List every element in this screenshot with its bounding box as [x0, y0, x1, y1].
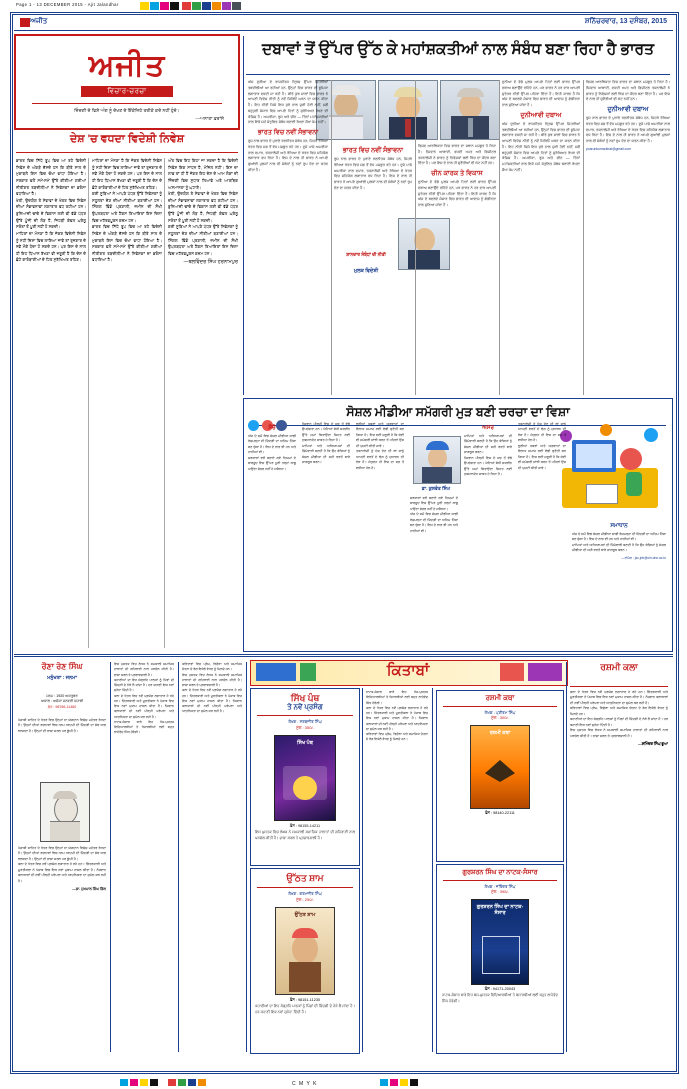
cmyk-label: C M Y K	[292, 1081, 318, 1087]
register-mark-red	[182, 2, 191, 10]
masthead	[14, 34, 240, 130]
bottom-right-text-c: ਕਹਾਣੀਆਂ ਦਾ ਇਹ ਸੰਗ੍ਰਹਿ ਪਾਠਕਾਂ ਨੂੰ ਪਿੰਡਾਂ ਦੀ ਜ਼ਿੰਦਗੀ ਦੇ ਨੇੜੇ ਲੈ ਜਾਂਦਾ ਹੈ। ਹਰ ਕਹਾਣੀ ਇਕ ਨਵਾਂ ਸੁਨੇਹਾ ਦਿੰਦੀ ਹੈ।	[570, 717, 668, 727]
register-mark-green	[192, 2, 201, 10]
book-ad-1-author: ਲੇਖਕ : ਸਰਬਜੀਤ ਸਿੰਘ	[288, 719, 322, 724]
social-col-3-text-b: ਤਕਨਾਲੋਜੀ ਨੂੰ ਦੋਸ਼ ਦੇਣ ਦੀ ਥਾਂ ਸਾਨੂੰ ਆਪਣੀ ਵਰਤੋਂ ਦੇ ਢੰਗ ਨੂੰ ਸੁਧਾਰਨ ਦੀ ਲੋੜ ਹੈ। ਸੰਤੁਲਨ ਹੀ ਇਸ ਦਾ ਸਭ ਤੋਂ ਵਧੀਆ ਹੱਲ ਹੈ।	[356, 449, 404, 470]
bottom-sep-2	[178, 662, 179, 1052]
bottom-mark-black	[150, 1079, 158, 1086]
social-col-1-text-b: ਸਰਕਾਰਾਂ ਵਲੋਂ ਬਣਾਏ ਗਏ ਨਿਯਮਾਂ ਦੇ ਬਾਵਜੂਦ ਇਸ ਉੱਪਰ ਪੂਰੀ ਤਰ੍ਹਾਂ ਕਾਬੂ ਪਾਉਣਾ ਸੰਭਵ ਨਹੀਂ ਹੋ ਸਕਿਆ।	[248, 455, 296, 471]
kitaban-deco-left-2	[300, 663, 316, 681]
inset-name: ਮੁਲਕ ਵਿਦੇਸ਼ੀ	[353, 268, 379, 274]
book-ad-1[interactable]	[250, 688, 360, 866]
bottom-col-3-text-b: ਇਸ ਪੁਸਤਕ ਵਿਚ ਲੇਖਕ ਨੇ ਸਮਕਾਲੀ ਸਮਾਜਿਕ ਹਾਲਾਤਾਂ ਦੀ ਗਹਿਰਾਈ ਨਾਲ ਪੜਚੋਲ ਕੀਤੀ ਹੈ। ਭਾਸ਼ਾ ਸਰਲ ਤੇ ਪ੍ਰਭਾਵਸ਼ਾਲੀ ਹੈ।	[182, 672, 242, 688]
nameplate-row	[14, 16, 673, 31]
photo-article-author	[413, 436, 461, 484]
social-col-6-text: ਤਕਨਾਲੋਜੀ ਨੂੰ ਦੋਸ਼ ਦੇਣ ਦੀ ਥਾਂ ਸਾਨੂੰ ਆਪਣੀ ਵਰਤੋਂ ਦੇ ਢੰਗ ਨੂੰ ਸੁਧਾਰਨ ਦੀ ਲੋੜ ਹੈ। ਸੰਤੁਲਨ ਹੀ ਇਸ ਦਾ ਸਭ ਤੋਂ ਵਧੀਆ ਹੱਲ ਹੈ।	[518, 422, 566, 443]
lead-col-4	[502, 80, 580, 395]
register-mark-cyan	[150, 2, 159, 10]
photo-putin	[440, 80, 500, 140]
bottom-col-4-text-c: ਕਵਿਤਾਵਾਂ ਵਿਚ ਪ੍ਰੇਮ, ਵਿਛੋੜਾ ਅਤੇ ਸਮਾਜਿਕ ਚੇਤਨਾ ਦੇ ਰੰਗ ਇਕੱਠੇ ਵੇਖਣ ਨੂੰ ਮਿਲਦੇ ਹਨ।	[366, 732, 428, 742]
bottom-left-title: ਰੌਣਾ ਰੋਣ ਸਿੰਘ	[41, 662, 83, 671]
article-left-byline: —ਬਲਵਿੰਦਰ ਸਿੰਘ ਹਰਨਾਮਪੁਰ	[183, 259, 238, 266]
article-left-text-3b: ਖੇਤੀ, ਉਦਯੋਗ ਤੇ ਸੇਵਾਵਾਂ ਦੇ ਖੇਤਰ ਵਿਚ ਨਿਵੇਸ਼ ਦੀਆਂ ਸੰਭਾਵਨਾਵਾਂ ਲਗਾਤਾਰ ਵਧ ਰਹੀਆਂ ਹਨ। ਬੁਨਿਆਦੀ ਢਾਂਚੇ ਦੇ ਵਿਕਾਸ ਲਈ ਵੀ ਵੱਡੇ ਪੱਧਰ ਉੱਤੇ ਪੂੰਜੀ ਦੀ ਲੋੜ ਹੈ, ਜਿਹੜੀ ਕੇਵਲ ਘਰੇਲੂ ਸਰੋਤਾਂ ਤੋਂ ਪੂਰੀ ਨਹੀਂ ਹੋ ਸਕਦੀ।	[168, 191, 238, 223]
book-ad-1-price: ਮੁੱਲ : 350/-	[296, 725, 314, 730]
bottom-col-3-text: ਕਵਿਤਾਵਾਂ ਵਿਚ ਪ੍ਰੇਮ, ਵਿਛੋੜਾ ਅਤੇ ਸਮਾਜਿਕ ਚੇਤਨਾ ਦੇ ਰੰਗ ਇਕੱਠੇ ਵੇਖਣ ਨੂੰ ਮਿਲਦੇ ਹਨ।	[182, 662, 242, 672]
social-col-5	[464, 422, 512, 644]
social-col-4-text-b: ਅੱਜ ਦੇ ਸਮੇਂ ਵਿਚ ਸੋਸ਼ਲ ਮੀਡੀਆ ਸਾਡੀ ਰੋਜ਼ਮਰ੍ਹਾ ਦੀ ਜ਼ਿੰਦਗੀ ਦਾ ਅਹਿਮ ਹਿੱਸਾ ਬਣ ਚੁੱਕਾ ਹੈ। ਇਸ ਦੇ ਲਾਭ ਵੀ ਹਨ ਅਤੇ ਹਾਨੀਆਂ ਵੀ।	[410, 512, 458, 533]
social-email: —ਈਮੇਲ : jsc.jnb@cln.dnn.ac.in	[621, 555, 666, 560]
masthead-tagline-author: —ਅਨਾਤਾ ਫ਼ਰਾਂਸੇ	[195, 115, 224, 121]
social-col-3	[356, 422, 404, 644]
bottom-mark-red	[168, 1079, 176, 1086]
bottom-col-4-text-b: ਕਲਾ ਦੇ ਖੇਤਰ ਵਿਚ ਨਵੇਂ ਪ੍ਰਯੋਗ ਲਗਾਤਾਰ ਹੋ ਰਹੇ ਹਨ। ਚਿੱਤਰਕਾਰੀ ਅਤੇ ਮੂਰਤੀਕਲਾ ਨੇ ਪੰਜਾਬ ਵਿਚ ਇਕ ਨਵਾਂ ਮੁਕਾਮ ਹਾਸਲ ਕੀਤਾ ਹੈ। ਨੌਜਵਾਨ ਕਲਾਕਾਰਾਂ ਦੀ ਨਵੀਂ ਪੀੜ੍ਹੀ ਪਰੰਪਰਾ ਅਤੇ ਆਧੁਨਿਕਤਾ ਦਾ ਸੁਮੇਲ ਕਰ ਰਹੀ ਹੈ।	[366, 705, 428, 731]
social-col-7	[572, 520, 666, 644]
masthead-title: ਅਜੀਤ	[88, 49, 166, 82]
social-col-3-text: ਝੂਠੀਆਂ ਖ਼ਬਰਾਂ ਅਤੇ ਅਫ਼ਵਾਹਾਂ ਦਾ ਫੈਲਾਅ ਸਮਾਜ ਲਈ ਵੱਡੀ ਚੁਣੌਤੀ ਬਣ ਗਿਆ ਹੈ। ਇਸ ਲਈ ਜ਼ਰੂਰੀ ਹੈ ਕਿ ਕੋਈ ਵੀ ਸਮੱਗਰੀ ਸਾਂਝੀ ਕਰਨ ਤੋਂ ਪਹਿਲਾਂ ਉਸ ਦੀ ਪੁਸ਼ਟੀ ਕੀਤੀ ਜਾਵੇ।	[356, 422, 404, 448]
lead-subhead-4: ਦੁਨੀਆਵੀ ਦਬਾਅ	[520, 111, 562, 119]
lead-col-3-text: ਵਿਸ਼ਵ ਆਰਥਿਕਤਾ ਵਿਚ ਭਾਰਤ ਦਾ ਸਥਾਨ ਮਜ਼ਬੂਤ ਹੋ ਰਿਹਾ ਹੈ। ਨੌਜਵਾਨ ਆਬਾਦੀ, ਵਧਦੀ ਖਪਤ ਅਤੇ ਡਿਜੀਟਲ ਤਕਨਾਲੋਜੀ ਨੇ ਭਾਰਤ ਨੂੰ ਨਿਵੇਸ਼ਕਾਂ ਲਈ ਖਿੱਚ ਦਾ ਕੇਂਦਰ ਬਣਾ ਦਿੱਤਾ ਹੈ। ਪਰ ਇਸ ਦੇ ਨਾਲ ਹੀ ਚੁਣੌਤੀਆਂ ਵੀ ਘੱਟ ਨਹੀਂ ਹਨ।	[418, 144, 496, 166]
book-ad-4-cover: ਗੁਰਸ਼ਰਨ ਸਿੰਘ ਦਾ ਨਾਟਕ-ਸੰਸਾਰ	[471, 899, 529, 985]
bottom-col-4-text: ਨਾਟਕ-ਸੰਸਾਰ ਬਾਰੇ ਇਹ ਖੋਜ-ਪੁਸਤਕ ਵਿਦਿਆਰਥੀਆਂ ਤੇ ਖੋਜਾਰਥੀਆਂ ਲਈ ਬਹੁਤ ਲਾਹੇਵੰਦ ਸਿੱਧ ਹੋਵੇਗੀ।	[366, 690, 428, 705]
register-mark-violet	[222, 2, 231, 10]
social-subhead-3: ਸਮਾਧਾਨ	[610, 523, 628, 529]
lead-headline: ਦਬਾਵਾਂ ਤੋਂ ਉੱਪਰ ਉੱਠ ਕੇ ਮਹਾਂਸ਼ਕਤੀਆਂ ਨਾਲ ਸੰਬੰਧ ਬਣਾ ਰਿਹਾ ਹੈ ਭਾਰਤ	[261, 41, 655, 58]
lead-col-1-text-b: ਰੂਸ ਨਾਲ ਭਾਰਤ ਦੇ ਪੁਰਾਣੇ ਰਣਨੀਤਕ ਸੰਬੰਧ ਹਨ, ਜਿਹੜੇ ਰੱਖਿਆ ਖੇਤਰ ਵਿਚ ਸਭ ਤੋਂ ਵੱਧ ਮਜ਼ਬੂਤ ਰਹੇ ਹਨ। ਦੂਜੇ ਪਾਸੇ ਅਮਰੀਕਾ ਨਾਲ ਵਪਾਰ, ਤਕਨਾਲੋਜੀ ਅਤੇ ਰੱਖਿਆ ਦੇ ਖੇਤਰ ਵਿਚ ਸਹਿਯੋਗ ਲਗਾਤਾਰ ਵਧ ਰਿਹਾ ਹੈ। ਇਸ ਦੇ ਨਾਲ ਹੀ ਭਾਰਤ ਨੇ ਆਪਣੇ ਗੁਆਂਢੀ ਮੁਲਕਾਂ ਨਾਲ ਵੀ ਸੰਬੰਧਾਂ ਨੂੰ ਨਵਾਂ ਰੂਪ ਦੇਣ ਦਾ ਯਤਨ ਕੀਤਾ ਹੈ।	[248, 139, 328, 172]
book-ad-3[interactable]	[436, 690, 564, 862]
bottom-section-divider	[14, 654, 673, 655]
masthead-subtitle: ਵਿਚਾਰ-ਚਰਚਾ	[81, 86, 173, 97]
bottom-sep-3	[246, 662, 247, 1052]
bottom-left-col-b	[18, 846, 106, 1046]
bottom-mark-magenta	[130, 1079, 138, 1086]
book-ad-4-author: ਲੇਖਕ : ਜਤਿੰਦਰ ਸਿੰਘ	[484, 884, 516, 889]
register-mark-grey	[232, 2, 241, 10]
bottom-col-2-text-c: ਕਲਾ ਦੇ ਖੇਤਰ ਵਿਚ ਨਵੇਂ ਪ੍ਰਯੋਗ ਲਗਾਤਾਰ ਹੋ ਰਹੇ ਹਨ। ਚਿੱਤਰਕਾਰੀ ਅਤੇ ਮੂਰਤੀਕਲਾ ਨੇ ਪੰਜਾਬ ਵਿਚ ਇਕ ਨਵਾਂ ਮੁਕਾਮ ਹਾਸਲ ਕੀਤਾ ਹੈ। ਨੌਜਵਾਨ ਕਲਾਕਾਰਾਂ ਦੀ ਨਵੀਂ ਪੀੜ੍ਹੀ ਪਰੰਪਰਾ ਅਤੇ ਆਧੁਨਿਕਤਾ ਦਾ ਸੁਮੇਲ ਕਰ ਰਹੀ ਹੈ।	[114, 693, 174, 719]
bottom-left-body-c: ਕਲਾ ਦੇ ਖੇਤਰ ਵਿਚ ਨਵੇਂ ਪ੍ਰਯੋਗ ਲਗਾਤਾਰ ਹੋ ਰਹੇ ਹਨ। ਚਿੱਤਰਕਾਰੀ ਅਤੇ ਮੂਰਤੀਕਲਾ ਨੇ ਪੰਜਾਬ ਵਿਚ ਇਕ ਨਵਾਂ ਮੁਕਾਮ ਹਾਸਲ ਕੀਤਾ ਹੈ। ਨੌਜਵਾਨ ਕਲਾਕਾਰਾਂ ਦੀ ਨਵੀਂ ਪੀੜ੍ਹੀ ਪਰੰਪਰਾ ਅਤੇ ਆਧੁਨਿਕਤਾ ਦਾ ਸੁਮੇਲ ਕਰ ਰਹੀ ਹੈ।	[18, 862, 106, 883]
article-left-sep-1	[88, 158, 89, 648]
article-left-col-3	[168, 158, 238, 648]
bottom-mark-yellow	[140, 1079, 148, 1086]
book-ad-1-blurb: ਇਸ ਪੁਸਤਕ ਵਿਚ ਲੇਖਕ ਨੇ ਸਮਕਾਲੀ ਸਮਾਜਿਕ ਹਾਲਾਤਾਂ ਦੀ ਗਹਿਰਾਈ ਨਾਲ ਪੜਚੋਲ ਕੀਤੀ ਹੈ। ਭਾਸ਼ਾ ਸਰਲ ਤੇ ਪ੍ਰਭਾਵਸ਼ਾਲੀ ਹੈ।	[255, 830, 355, 840]
book-ad-1-phone: ਫ਼ੋਨ : 98155-14211	[289, 824, 321, 828]
bottom-col-2-text-b: ਕਹਾਣੀਆਂ ਦਾ ਇਹ ਸੰਗ੍ਰਹਿ ਪਾਠਕਾਂ ਨੂੰ ਪਿੰਡਾਂ ਦੀ ਜ਼ਿੰਦਗੀ ਦੇ ਨੇੜੇ ਲੈ ਜਾਂਦਾ ਹੈ। ਹਰ ਕਹਾਣੀ ਇਕ ਨਵਾਂ ਸੁਨੇਹਾ ਦਿੰਦੀ ਹੈ।	[114, 677, 174, 693]
article-left-title: ਦੇਸ਼ 'ਚ ਵਧਦਾ ਵਿਦੇਸ਼ੀ ਨਿਵੇਸ਼	[69, 133, 185, 145]
kitaban-title: ਕਿਤਾਬਾਂ	[386, 662, 430, 679]
bottom-right-body	[570, 690, 668, 1046]
social-col-7-text-b: ਮਾਪਿਆਂ ਅਤੇ ਅਧਿਆਪਕਾਂ ਦੀ ਜ਼ਿੰਮੇਵਾਰੀ ਬਣਦੀ ਹੈ ਕਿ ਉਹ ਬੱਚਿਆਂ ਨੂੰ ਸੋਸ਼ਲ ਮੀਡੀਆ ਦੀ ਸਹੀ ਵਰਤੋਂ ਬਾਰੇ ਜਾਗਰੂਕ ਕਰਨ।	[572, 542, 666, 553]
bottom-left-body-b: ਪੰਜਾਬੀ ਸਾਹਿਤ ਦੇ ਖੇਤਰ ਵਿਚ ਉਨ੍ਹਾਂ ਦਾ ਯੋਗਦਾਨ ਵਿਸ਼ੇਸ਼ ਮਹੱਤਵ ਰੱਖਦਾ ਹੈ। ਉਨ੍ਹਾਂ ਦੀਆਂ ਰਚਨਾਵਾਂ ਵਿਚ ਆਮ ਆਦਮੀ ਦੀ ਜ਼ਿੰਦਗੀ ਦਾ ਸੱਚ ਸਾਫ਼ ਝਲਕਦਾ ਹੈ। ਉਨ੍ਹਾਂ ਦੀ ਭਾਸ਼ਾ ਸਰਲ ਪਰ ਡੂੰਘੀ ਹੈ।	[18, 846, 106, 861]
bottom-col-3-text-c: ਕਲਾ ਦੇ ਖੇਤਰ ਵਿਚ ਨਵੇਂ ਪ੍ਰਯੋਗ ਲਗਾਤਾਰ ਹੋ ਰਹੇ ਹਨ। ਚਿੱਤਰਕਾਰੀ ਅਤੇ ਮੂਰਤੀਕਲਾ ਨੇ ਪੰਜਾਬ ਵਿਚ ਇਕ ਨਵਾਂ ਮੁਕਾਮ ਹਾਸਲ ਕੀਤਾ ਹੈ। ਨੌਜਵਾਨ ਕਲਾਕਾਰਾਂ ਦੀ ਨਵੀਂ ਪੀੜ੍ਹੀ ਪਰੰਪਰਾ ਅਤੇ ਆਧੁਨਿਕਤਾ ਦਾ ਸੁਮੇਲ ਕਰ ਰਹੀ ਹੈ।	[182, 688, 242, 714]
nameplate-dateline: ਸ਼ਨਿੱਚਰਵਾਰ, 13 ਦਸੰਬਰ, 2015	[584, 18, 667, 25]
register-mark-yellow	[140, 2, 149, 10]
lead-sep-4	[583, 80, 584, 395]
lead-col-4-text-b: ਅੱਜ ਦੁਨੀਆ ਦੇ ਰਾਜਨੀਤਕ ਦ੍ਰਿਸ਼ ਉੱਪਰ ਜਿਹੜੀਆਂ ਤਬਦੀਲੀਆਂ ਆ ਰਹੀਆਂ ਹਨ, ਉਨ੍ਹਾਂ ਵਿਚ ਭਾਰਤ ਦੀ ਭੂਮਿਕਾ ਲਗਾਤਾਰ ਵਧਦੀ ਜਾ ਰਹੀ ਹੈ। ਬੀਤੇ ਕੁਝ ਸਾਲਾਂ ਵਿਚ ਭਾਰਤ ਨੇ ਆਪਣੀ ਵਿਦੇਸ਼ ਨੀਤੀ ਨੂੰ ਨਵੇਂ ਸਿਰਿਓਂ ਘੜਨ ਦਾ ਯਤਨ ਕੀਤਾ ਹੈ। ਇਹ ਨੀਤੀ ਕਿਸੇ ਇਕ ਧੁਰੇ ਨਾਲ ਜੁੜੀ ਹੋਈ ਨਹੀਂ, ਸਗੋਂ ਬਹੁਧੁਰੀ ਸੰਸਾਰ ਵਿਚ ਆਪਣੇ ਹਿਤਾਂ ਨੂੰ ਸੁਰੱਖਿਅਤ ਰੱਖਣ ਦੀ ਕੋਸ਼ਿਸ਼ ਹੈ। ਅਮਰੀਕਾ, ਰੂਸ ਅਤੇ ਚੀਨ — ਤਿੰਨਾਂ ਮਹਾਂਸ਼ਕਤੀਆਂ ਨਾਲ ਇਕੋ ਸਮੇਂ ਸੰਤੁਲਿਤ ਸੰਬੰਧ ਬਣਾਈ ਰੱਖਣਾ ਸੌਖਾ ਕੰਮ ਨਹੀਂ।	[502, 121, 580, 172]
bottom-mark-black-2	[410, 1079, 418, 1086]
bottom-mark-green	[178, 1079, 186, 1086]
bottom-col-2-text: ਇਸ ਪੁਸਤਕ ਵਿਚ ਲੇਖਕ ਨੇ ਸਮਕਾਲੀ ਸਮਾਜਿਕ ਹਾਲਾਤਾਂ ਦੀ ਗਹਿਰਾਈ ਨਾਲ ਪੜਚੋਲ ਕੀਤੀ ਹੈ। ਭਾਸ਼ਾ ਸਰਲ ਤੇ ਪ੍ਰਭਾਵਸ਼ਾਲੀ ਹੈ।	[114, 662, 174, 677]
photo-trump	[378, 80, 438, 140]
lead-col-3-text-b: ਦੁਨੀਆ ਦੇ ਵੱਡੇ ਮੁਲਕ ਆਪਣੇ ਹਿਤਾਂ ਲਈ ਭਾਰਤ ਉੱਪਰ ਦਬਾਅ ਬਣਾਉਂਦੇ ਰਹਿੰਦੇ ਹਨ, ਪਰ ਭਾਰਤ ਨੇ ਹਰ ਵਾਰ ਆਪਣੀ ਸੁਤੰਤਰ ਨੀਤੀ ਉੱਪਰ ਪਹਿਰਾ ਦਿੱਤਾ ਹੈ। ਇਹੀ ਕਾਰਨ ਹੈ ਕਿ ਅੱਜ ਦੇ ਬਦਲਦੇ ਸੰਸਾਰ ਵਿਚ ਭਾਰਤ ਦੀ ਆਵਾਜ਼ ਨੂੰ ਗੰਭੀਰਤਾ ਨਾਲ ਸੁਣਿਆ ਜਾਂਦਾ ਹੈ।	[418, 180, 496, 207]
social-subhead-2: ਅਸਰ	[482, 425, 494, 431]
register-mark-magenta	[160, 2, 169, 10]
social-col-4	[410, 496, 458, 644]
social-col-5-text: ਮਾਪਿਆਂ ਅਤੇ ਅਧਿਆਪਕਾਂ ਦੀ ਜ਼ਿੰਮੇਵਾਰੀ ਬਣਦੀ ਹੈ ਕਿ ਉਹ ਬੱਚਿਆਂ ਨੂੰ ਸੋਸ਼ਲ ਮੀਡੀਆ ਦੀ ਸਹੀ ਵਰਤੋਂ ਬਾਰੇ ਜਾਗਰੂਕ ਕਰਨ।	[464, 434, 512, 455]
bottom-right-rule	[570, 686, 668, 687]
bottom-mark-magenta-2	[390, 1079, 398, 1086]
bottom-mark-cyan	[120, 1079, 128, 1086]
bottom-sep-1	[110, 662, 111, 1052]
lead-col-5-text: ਵਿਸ਼ਵ ਆਰਥਿਕਤਾ ਵਿਚ ਭਾਰਤ ਦਾ ਸਥਾਨ ਮਜ਼ਬੂਤ ਹੋ ਰਿਹਾ ਹੈ। ਨੌਜਵਾਨ ਆਬਾਦੀ, ਵਧਦੀ ਖਪਤ ਅਤੇ ਡਿਜੀਟਲ ਤਕਨਾਲੋਜੀ ਨੇ ਭਾਰਤ ਨੂੰ ਨਿਵੇਸ਼ਕਾਂ ਲਈ ਖਿੱਚ ਦਾ ਕੇਂਦਰ ਬਣਾ ਦਿੱਤਾ ਹੈ। ਪਰ ਇਸ ਦੇ ਨਾਲ ਹੀ ਚੁਣੌਤੀਆਂ ਵੀ ਘੱਟ ਨਹੀਂ ਹਨ।	[586, 80, 670, 102]
bottom-left-line-2: ਅਕਾਲ : ਅਜੋਕਾ ਜਨਵਰੀ ਪੰਜਾਬੀ	[40, 699, 84, 704]
book-ad-3-phone: ਫ਼ੋਨ : 98140-22111	[485, 811, 515, 815]
bottom-sep-5	[432, 688, 433, 1052]
lead-col-5-text-b: ਰੂਸ ਨਾਲ ਭਾਰਤ ਦੇ ਪੁਰਾਣੇ ਰਣਨੀਤਕ ਸੰਬੰਧ ਹਨ, ਜਿਹੜੇ ਰੱਖਿਆ ਖੇਤਰ ਵਿਚ ਸਭ ਤੋਂ ਵੱਧ ਮਜ਼ਬੂਤ ਰਹੇ ਹਨ। ਦੂਜੇ ਪਾਸੇ ਅਮਰੀਕਾ ਨਾਲ ਵਪਾਰ, ਤਕਨਾਲੋਜੀ ਅਤੇ ਰੱਖਿਆ ਦੇ ਖੇਤਰ ਵਿਚ ਸਹਿਯੋਗ ਲਗਾਤਾਰ ਵਧ ਰਿਹਾ ਹੈ। ਇਸ ਦੇ ਨਾਲ ਹੀ ਭਾਰਤ ਨੇ ਆਪਣੇ ਗੁਆਂਢੀ ਮੁਲਕਾਂ ਨਾਲ ਵੀ ਸੰਬੰਧਾਂ ਨੂੰ ਨਵਾਂ ਰੂਪ ਦੇਣ ਦਾ ਯਤਨ ਕੀਤਾ ਹੈ।	[586, 116, 670, 143]
bottom-right-text-d: ਇਸ ਪੁਸਤਕ ਵਿਚ ਲੇਖਕ ਨੇ ਸਮਕਾਲੀ ਸਮਾਜਿਕ ਹਾਲਾਤਾਂ ਦੀ ਗਹਿਰਾਈ ਨਾਲ ਪੜਚੋਲ ਕੀਤੀ ਹੈ। ਭਾਸ਼ਾ ਸਰਲ ਤੇ ਪ੍ਰਭਾਵਸ਼ਾਲੀ ਹੈ।	[570, 728, 668, 738]
lead-col-1-text: ਅੱਜ ਦੁਨੀਆ ਦੇ ਰਾਜਨੀਤਕ ਦ੍ਰਿਸ਼ ਉੱਪਰ ਜਿਹੜੀਆਂ ਤਬਦੀਲੀਆਂ ਆ ਰਹੀਆਂ ਹਨ, ਉਨ੍ਹਾਂ ਵਿਚ ਭਾਰਤ ਦੀ ਭੂਮਿਕਾ ਲਗਾਤਾਰ ਵਧਦੀ ਜਾ ਰਹੀ ਹੈ। ਬੀਤੇ ਕੁਝ ਸਾਲਾਂ ਵਿਚ ਭਾਰਤ ਨੇ ਆਪਣੀ ਵਿਦੇਸ਼ ਨੀਤੀ ਨੂੰ ਨਵੇਂ ਸਿਰਿਓਂ ਘੜਨ ਦਾ ਯਤਨ ਕੀਤਾ ਹੈ। ਇਹ ਨੀਤੀ ਕਿਸੇ ਇਕ ਧੁਰੇ ਨਾਲ ਜੁੜੀ ਹੋਈ ਨਹੀਂ, ਸਗੋਂ ਬਹੁਧੁਰੀ ਸੰਸਾਰ ਵਿਚ ਆਪਣੇ ਹਿਤਾਂ ਨੂੰ ਸੁਰੱਖਿਅਤ ਰੱਖਣ ਦੀ ਕੋਸ਼ਿਸ਼ ਹੈ। ਅਮਰੀਕਾ, ਰੂਸ ਅਤੇ ਚੀਨ — ਤਿੰਨਾਂ ਮਹਾਂਸ਼ਕਤੀਆਂ ਨਾਲ ਇਕੋ ਸਮੇਂ ਸੰਤੁਲਿਤ ਸੰਬੰਧ ਬਣਾਈ ਰੱਖਣਾ ਸੌਖਾ ਕੰਮ ਨਹੀਂ।	[248, 80, 328, 125]
bottom-left-signature: —ਡਾ. ਸੁਖਪਾਲ ਸਿੰਘ ਗਿੱਲ	[72, 887, 106, 892]
book-ad-1-title: ਸਿੱਖ ਪੰਥ	[290, 693, 320, 703]
article-left-text-2c: ਭਾਰਤ ਵਿਚ ਸਿੱਧੇ ਰੂਪ ਵਿਚ ਆ ਰਹੇ ਵਿਦੇਸ਼ੀ ਨਿਵੇਸ਼ ਦੇ ਅੰਕੜੇ ਦੱਸਦੇ ਹਨ ਕਿ ਬੀਤੇ ਸਾਲ ਦੇ ਮੁਕਾਬਲੇ ਇਸ ਵਿਚ ਚੋਖਾ ਵਾਧਾ ਹੋਇਆ ਹੈ। ਸਰਕਾਰ ਵਲੋਂ ਸਮੇਂ-ਸਮੇਂ ਉੱਤੇ ਕੀਤੀਆਂ ਗਈਆਂ ਨੀਤੀਗਤ ਤਬਦੀਲੀਆਂ ਨੇ ਨਿਵੇਸ਼ਕਾਂ ਦਾ ਭਰੋਸਾ ਵਧਾਇਆ ਹੈ।	[92, 224, 162, 263]
book-ad-3-author: ਲੇਖਕ : ਪ੍ਰੀਤਮ ਸਿੰਘ	[484, 710, 516, 715]
bottom-right-text-a: ਕਲਾ ਦੇ ਖੇਤਰ ਵਿਚ ਨਵੇਂ ਪ੍ਰਯੋਗ ਲਗਾਤਾਰ ਹੋ ਰਹੇ ਹਨ। ਚਿੱਤਰਕਾਰੀ ਅਤੇ ਮੂਰਤੀਕਲਾ ਨੇ ਪੰਜਾਬ ਵਿਚ ਇਕ ਨਵਾਂ ਮੁਕਾਮ ਹਾਸਲ ਕੀਤਾ ਹੈ। ਨੌਜਵਾਨ ਕਲਾਕਾਰਾਂ ਦੀ ਨਵੀਂ ਪੀੜ੍ਹੀ ਪਰੰਪਰਾ ਅਤੇ ਆਧੁਨਿਕਤਾ ਦਾ ਸੁਮੇਲ ਕਰ ਰਹੀ ਹੈ।	[570, 690, 668, 705]
social-col-4-text: ਸਰਕਾਰਾਂ ਵਲੋਂ ਬਣਾਏ ਗਏ ਨਿਯਮਾਂ ਦੇ ਬਾਵਜੂਦ ਇਸ ਉੱਪਰ ਪੂਰੀ ਤਰ੍ਹਾਂ ਕਾਬੂ ਪਾਉਣਾ ਸੰਭਵ ਨਹੀਂ ਹੋ ਸਕਿਆ।	[410, 496, 458, 511]
lead-headline-rule	[246, 74, 670, 75]
portrait-sketch	[40, 782, 90, 842]
lead-sep-3	[499, 80, 500, 395]
lead-block-left-rule	[243, 36, 244, 395]
social-media-title: ਸੋਸ਼ਲ ਮੀਡੀਆ ਸਮੱਗਰੀ ਮੁੜ ਬਣੀ ਚਰਚਾ ਦਾ ਵਿਸ਼ਾ	[346, 405, 570, 419]
social-col-1	[248, 422, 296, 644]
bottom-right-title: ਰਸ਼ਮੀ ਕਲਾ	[600, 662, 638, 672]
article-left-text-1b: ਖੇਤੀ, ਉਦਯੋਗ ਤੇ ਸੇਵਾਵਾਂ ਦੇ ਖੇਤਰ ਵਿਚ ਨਿਵੇਸ਼ ਦੀਆਂ ਸੰਭਾਵਨਾਵਾਂ ਲਗਾਤਾਰ ਵਧ ਰਹੀਆਂ ਹਨ। ਬੁਨਿਆਦੀ ਢਾਂਚੇ ਦੇ ਵਿਕਾਸ ਲਈ ਵੀ ਵੱਡੇ ਪੱਧਰ ਉੱਤੇ ਪੂੰਜੀ ਦੀ ਲੋੜ ਹੈ, ਜਿਹੜੀ ਕੇਵਲ ਘਰੇਲੂ ਸਰੋਤਾਂ ਤੋਂ ਪੂਰੀ ਨਹੀਂ ਹੋ ਸਕਦੀ।	[16, 197, 86, 230]
book-ad-4-title: ਗੁਰਸ਼ਰਨ ਸਿੰਘ ਦਾ ਨਾਟਕ-ਸੰਸਾਰ	[462, 869, 538, 876]
article-left-heading	[16, 132, 238, 151]
book-ad-2-phone: ਫ਼ੋਨ : 98151-11230	[289, 998, 321, 1002]
bottom-left-heading	[18, 662, 106, 692]
kitaban-deco-right	[500, 663, 524, 681]
social-col-6-text-b: ਝੂਠੀਆਂ ਖ਼ਬਰਾਂ ਅਤੇ ਅਫ਼ਵਾਹਾਂ ਦਾ ਫੈਲਾਅ ਸਮਾਜ ਲਈ ਵੱਡੀ ਚੁਣੌਤੀ ਬਣ ਗਿਆ ਹੈ। ਇਸ ਲਈ ਜ਼ਰੂਰੀ ਹੈ ਕਿ ਕੋਈ ਵੀ ਸਮੱਗਰੀ ਸਾਂਝੀ ਕਰਨ ਤੋਂ ਪਹਿਲਾਂ ਉਸ ਦੀ ਪੁਸ਼ਟੀ ਕੀਤੀ ਜਾਵੇ।	[518, 443, 566, 470]
book-ad-2-title: ਉੱਠਤ ਸ਼ਾਮ	[286, 873, 324, 883]
lead-col-3	[418, 144, 496, 395]
book-ad-4-blurb: ਨਾਟਕ-ਸੰਸਾਰ ਬਾਰੇ ਇਹ ਖੋਜ-ਪੁਸਤਕ ਵਿਦਿਆਰਥੀਆਂ ਤੇ ਖੋਜਾਰਥੀਆਂ ਲਈ ਬਹੁਤ ਲਾਹੇਵੰਦ ਸਿੱਧ ਹੋਵੇਗੀ।	[442, 993, 558, 1003]
social-col-2-text-b: ਮਾਪਿਆਂ ਅਤੇ ਅਧਿਆਪਕਾਂ ਦੀ ਜ਼ਿੰਮੇਵਾਰੀ ਬਣਦੀ ਹੈ ਕਿ ਉਹ ਬੱਚਿਆਂ ਨੂੰ ਸੋਸ਼ਲ ਮੀਡੀਆ ਦੀ ਸਹੀ ਵਰਤੋਂ ਬਾਰੇ ਜਾਗਰੂਕ ਕਰਨ।	[302, 443, 350, 465]
book-ad-4[interactable]	[436, 864, 564, 1054]
book-ad-2[interactable]	[250, 868, 360, 1054]
bottom-section-divider-2	[14, 656, 673, 657]
lead-subhead-2: ਭਾਰਤ ਵਿਚ ਨਵੀਂ ਸੰਭਾਵਨਾ	[342, 147, 404, 154]
lead-sep-1	[331, 80, 332, 395]
social-author-name: ਡਾ. ਕੁਲਵੰਤ ਸਿੰਘ	[421, 486, 451, 491]
bottom-left-meta	[18, 694, 106, 714]
social-col-7-text: ਅੱਜ ਦੇ ਸਮੇਂ ਵਿਚ ਸੋਸ਼ਲ ਮੀਡੀਆ ਸਾਡੀ ਰੋਜ਼ਮਰ੍ਹਾ ਦੀ ਜ਼ਿੰਦਗੀ ਦਾ ਅਹਿਮ ਹਿੱਸਾ ਬਣ ਚੁੱਕਾ ਹੈ। ਇਸ ਦੇ ਲਾਭ ਵੀ ਹਨ ਅਤੇ ਹਾਨੀਆਂ ਵੀ।	[572, 532, 666, 542]
book-ad-1-cover: ਸਿੱਖ ਪੰਥ	[274, 735, 336, 821]
bottom-sep-6	[566, 662, 567, 1052]
masthead-rule	[32, 103, 222, 104]
article-left-rule	[16, 152, 238, 153]
kitaban-deco-left	[256, 663, 296, 681]
lead-col-2	[334, 144, 412, 395]
print-microtext: Page 1 - 13 DECEMBER 2015 - Ajit Jalandhar	[16, 2, 119, 7]
bottom-right-text-b: ਕਵਿਤਾਵਾਂ ਵਿਚ ਪ੍ਰੇਮ, ਵਿਛੋੜਾ ਅਤੇ ਸਮਾਜਿਕ ਚੇਤਨਾ ਦੇ ਰੰਗ ਇਕੱਠੇ ਵੇਖਣ ਨੂੰ ਮਿਲਦੇ ਹਨ।	[570, 706, 668, 716]
social-col-2	[302, 422, 350, 644]
article-left-text-2: ਮਾਹਿਰਾਂ ਦਾ ਮੰਨਣਾ ਹੈ ਕਿ ਜੇਕਰ ਵਿਦੇਸ਼ੀ ਨਿਵੇਸ਼ ਨੂੰ ਸਹੀ ਦਿਸ਼ਾ ਵਿਚ ਲਾਇਆ ਜਾਵੇ ਤਾਂ ਰੁਜ਼ਗਾਰ ਦੇ ਨਵੇਂ ਮੌਕੇ ਪੈਦਾ ਹੋ ਸਕਦੇ ਹਨ। ਪਰ ਇਸ ਦੇ ਨਾਲ ਹੀ ਇਹ ਧਿਆਨ ਰੱਖਣਾ ਵੀ ਜ਼ਰੂਰੀ ਹੈ ਕਿ ਦੇਸ਼ ਦੇ ਛੋਟੇ ਕਾਰੋਬਾਰੀਆਂ ਦੇ ਹਿਤ ਸੁਰੱਖਿਅਤ ਰਹਿਣ।	[92, 158, 162, 190]
article-left-sep-2	[164, 158, 165, 648]
book-ad-3-price: ਮੁੱਲ : 300/-	[491, 715, 509, 720]
article-left-col-2	[92, 158, 162, 648]
bottom-left-col-a	[18, 718, 106, 776]
kitaban-deco-right-2	[528, 663, 562, 681]
article-left-text-1: ਭਾਰਤ ਵਿਚ ਸਿੱਧੇ ਰੂਪ ਵਿਚ ਆ ਰਹੇ ਵਿਦੇਸ਼ੀ ਨਿਵੇਸ਼ ਦੇ ਅੰਕੜੇ ਦੱਸਦੇ ਹਨ ਕਿ ਬੀਤੇ ਸਾਲ ਦੇ ਮੁਕਾਬਲੇ ਇਸ ਵਿਚ ਚੋਖਾ ਵਾਧਾ ਹੋਇਆ ਹੈ। ਸਰਕਾਰ ਵਲੋਂ ਸਮੇਂ-ਸਮੇਂ ਉੱਤੇ ਕੀਤੀਆਂ ਗਈਆਂ ਨੀਤੀਗਤ ਤਬਦੀਲੀਆਂ ਨੇ ਨਿਵੇਸ਼ਕਾਂ ਦਾ ਭਰੋਸਾ ਵਧਾਇਆ ਹੈ।	[16, 158, 86, 197]
social-col-1-text: ਅੱਜ ਦੇ ਸਮੇਂ ਵਿਚ ਸੋਸ਼ਲ ਮੀਡੀਆ ਸਾਡੀ ਰੋਜ਼ਮਰ੍ਹਾ ਦੀ ਜ਼ਿੰਦਗੀ ਦਾ ਅਹਿਮ ਹਿੱਸਾ ਬਣ ਚੁੱਕਾ ਹੈ। ਇਸ ਦੇ ਲਾਭ ਵੀ ਹਨ ਅਤੇ ਹਾਨੀਆਂ ਵੀ।	[248, 434, 296, 455]
book-ad-2-blurb: ਕਹਾਣੀਆਂ ਦਾ ਇਹ ਸੰਗ੍ਰਹਿ ਪਾਠਕਾਂ ਨੂੰ ਪਿੰਡਾਂ ਦੀ ਜ਼ਿੰਦਗੀ ਦੇ ਨੇੜੇ ਲੈ ਜਾਂਦਾ ਹੈ। ਹਰ ਕਹਾਣੀ ਇਕ ਨਵਾਂ ਸੁਨੇਹਾ ਦਿੰਦੀ ਹੈ।	[255, 1004, 355, 1014]
bottom-mark-cyan-2	[380, 1079, 388, 1086]
book-ad-2-author: ਲੇਖਕ : ਕਰਮਜੀਤ ਸਿੰਘ	[288, 891, 322, 896]
lead-sep-2	[415, 80, 416, 395]
book-ad-2-price: ਮੁੱਲ : 250/-	[296, 897, 314, 902]
bottom-mark-blue	[188, 1079, 196, 1086]
lead-subhead-5: ਦੁਨੀਆਵੀ ਦਬਾਅ	[607, 106, 649, 113]
social-media-illustration	[556, 422, 666, 514]
book-ad-1-subtitle: ਤੇ ਨਵੇਂ ਪ੍ਰਸੰਗ	[287, 704, 323, 711]
bottom-mark-orange	[198, 1079, 206, 1086]
ajit-logo-mark	[20, 18, 30, 27]
article-left-text-2b: ਕਈ ਸੂਬਿਆਂ ਨੇ ਆਪਣੇ ਪੱਧਰ ਉੱਤੇ ਨਿਵੇਸ਼ਕਾਂ ਨੂੰ ਸਹੂਲਤਾਂ ਦੇਣ ਦੀਆਂ ਨੀਤੀਆਂ ਬਣਾਈਆਂ ਹਨ। ਸਿੰਗਲ ਵਿੰਡੋ ਪ੍ਰਣਾਲੀ, ਜ਼ਮੀਨ ਦੀ ਸੌਖੀ ਉਪਲਬਧਤਾ ਅਤੇ ਟੈਕਸ ਰਿਆਇਤਾਂ ਇਸ ਦਿਸ਼ਾ ਵਿਚ ਮਹੱਤਵਪੂਰਨ ਕਦਮ ਹਨ।	[92, 191, 162, 223]
book-ad-2-cover: ਉੱਠਤ ਸ਼ਾਮ	[275, 907, 335, 995]
lead-subhead-1: ਭਾਰਤ ਵਿਚ ਨਵੀਂ ਸੰਭਾਵਨਾ	[257, 129, 319, 136]
bottom-register-strip	[0, 1075, 687, 1089]
register-mark-black	[170, 2, 179, 10]
social-col-5-text-b: ਨੌਜਵਾਨ ਪੀੜ੍ਹੀ ਇਸ ਦੇ ਸਭ ਤੋਂ ਵੱਡੇ ਉਪਭੋਗਤਾ ਹਨ। ਘੰਟਿਆਂ ਬੱਧੀ ਸਕਰੀਨ ਉੱਤੇ ਸਮਾਂ ਬਿਤਾਉਣਾ ਸਿਹਤ ਲਈ ਨੁਕਸਾਨਦੇਹ ਸਾਬਤ ਹੋ ਰਿਹਾ ਹੈ।	[464, 455, 512, 477]
article-left-text-3c: ਕਈ ਸੂਬਿਆਂ ਨੇ ਆਪਣੇ ਪੱਧਰ ਉੱਤੇ ਨਿਵੇਸ਼ਕਾਂ ਨੂੰ ਸਹੂਲਤਾਂ ਦੇਣ ਦੀਆਂ ਨੀਤੀਆਂ ਬਣਾਈਆਂ ਹਨ। ਸਿੰਗਲ ਵਿੰਡੋ ਪ੍ਰਣਾਲੀ, ਜ਼ਮੀਨ ਦੀ ਸੌਖੀ ਉਪਲਬਧਤਾ ਅਤੇ ਟੈਕਸ ਰਿਆਇਤਾਂ ਇਸ ਦਿਸ਼ਾ ਵਿਚ ਮਹੱਤਵਪੂਰਨ ਕਦਮ ਹਨ।	[168, 224, 238, 256]
book-ad-4-phone: ਫ਼ੋਨ : 94171-20043	[484, 987, 516, 991]
book-ad-4-price: ਮੁੱਲ : 395/-	[491, 889, 509, 894]
bottom-col-4	[366, 690, 428, 1050]
inset-caption: ਸ਼ਾਨਦਾਰ ਸੰਬੰਧਾਂ ਦੀ ਨੀਤੀ	[346, 252, 386, 257]
bottom-left-subtitle: ਮਨੁੱਖਤਾ : ਜਨਮਾ	[47, 675, 77, 682]
masthead-tagline: ਜ਼ਿੰਦਗੀ ਦੇ ਵਿਸ਼ੇ ਅੰਗ ਨੂੰ ਦੇਖਣ ਦੇ ਇੱਕੋਜਿਹੇ ਤਰੀਕੇ ਕਦੇ ਨਹੀਂ ਹੁੰਦੇ।	[74, 108, 180, 113]
bottom-sep-4	[362, 688, 363, 1052]
register-mark-blue	[202, 2, 211, 10]
nameplate-left-label: ਅਜੀਤ	[30, 18, 48, 25]
bottom-right-signature: —ਸ਼ਮਿੰਦਰ ਸਿੰਘ ਭੂਆ	[637, 741, 668, 746]
lead-col-5	[586, 80, 670, 395]
social-subhead-1: ਸੋਚੋ	[268, 425, 276, 431]
bottom-left-line-1: ਜਨਮ : 1920 ਅਕਤੂਬਰ	[46, 694, 78, 698]
book-ad-3-title: ਰਸ਼ਮੀ ਕਥਾ	[485, 695, 515, 702]
lead-col-2-text: ਰੂਸ ਨਾਲ ਭਾਰਤ ਦੇ ਪੁਰਾਣੇ ਰਣਨੀਤਕ ਸੰਬੰਧ ਹਨ, ਜਿਹੜੇ ਰੱਖਿਆ ਖੇਤਰ ਵਿਚ ਸਭ ਤੋਂ ਵੱਧ ਮਜ਼ਬੂਤ ਰਹੇ ਹਨ। ਦੂਜੇ ਪਾਸੇ ਅਮਰੀਕਾ ਨਾਲ ਵਪਾਰ, ਤਕਨਾਲੋਜੀ ਅਤੇ ਰੱਖਿਆ ਦੇ ਖੇਤਰ ਵਿਚ ਸਹਿਯੋਗ ਲਗਾਤਾਰ ਵਧ ਰਿਹਾ ਹੈ। ਇਸ ਦੇ ਨਾਲ ਹੀ ਭਾਰਤ ਨੇ ਆਪਣੇ ਗੁਆਂਢੀ ਮੁਲਕਾਂ ਨਾਲ ਵੀ ਸੰਬੰਧਾਂ ਨੂੰ ਨਵਾਂ ਰੂਪ ਦੇਣ ਦਾ ਯਤਨ ਕੀਤਾ ਹੈ।	[334, 157, 412, 190]
social-col-2-text: ਨੌਜਵਾਨ ਪੀੜ੍ਹੀ ਇਸ ਦੇ ਸਭ ਤੋਂ ਵੱਡੇ ਉਪਭੋਗਤਾ ਹਨ। ਘੰਟਿਆਂ ਬੱਧੀ ਸਕਰੀਨ ਉੱਤੇ ਸਮਾਂ ਬਿਤਾਉਣਾ ਸਿਹਤ ਲਈ ਨੁਕਸਾਨਦੇਹ ਸਾਬਤ ਹੋ ਰਿਹਾ ਹੈ।	[302, 422, 350, 443]
register-mark-orange	[212, 2, 221, 10]
bottom-col-2-text-d: ਨਾਟਕ-ਸੰਸਾਰ ਬਾਰੇ ਇਹ ਖੋਜ-ਪੁਸਤਕ ਵਿਦਿਆਰਥੀਆਂ ਤੇ ਖੋਜਾਰਥੀਆਂ ਲਈ ਬਹੁਤ ਲਾਹੇਵੰਦ ਸਿੱਧ ਹੋਵੇਗੀ।	[114, 719, 174, 735]
lead-col-1	[248, 80, 328, 395]
bottom-left-line-3: ਫ਼ੋਨ : 98766-11460	[47, 704, 77, 709]
lead-subhead-3: ਚੀਨ ਕਾਰਕ ਤੇ ਵਿਕਾਸ	[431, 170, 483, 177]
lead-col-4-text: ਦੁਨੀਆ ਦੇ ਵੱਡੇ ਮੁਲਕ ਆਪਣੇ ਹਿਤਾਂ ਲਈ ਭਾਰਤ ਉੱਪਰ ਦਬਾਅ ਬਣਾਉਂਦੇ ਰਹਿੰਦੇ ਹਨ, ਪਰ ਭਾਰਤ ਨੇ ਹਰ ਵਾਰ ਆਪਣੀ ਸੁਤੰਤਰ ਨੀਤੀ ਉੱਪਰ ਪਹਿਰਾ ਦਿੱਤਾ ਹੈ। ਇਹੀ ਕਾਰਨ ਹੈ ਕਿ ਅੱਜ ਦੇ ਬਦਲਦੇ ਸੰਸਾਰ ਵਿਚ ਭਾਰਤ ਦੀ ਆਵਾਜ਼ ਨੂੰ ਗੰਭੀਰਤਾ ਨਾਲ ਸੁਣਿਆ ਜਾਂਦਾ ਹੈ।	[502, 80, 580, 107]
article-left-text-1c: ਮਾਹਿਰਾਂ ਦਾ ਮੰਨਣਾ ਹੈ ਕਿ ਜੇਕਰ ਵਿਦੇਸ਼ੀ ਨਿਵੇਸ਼ ਨੂੰ ਸਹੀ ਦਿਸ਼ਾ ਵਿਚ ਲਾਇਆ ਜਾਵੇ ਤਾਂ ਰੁਜ਼ਗਾਰ ਦੇ ਨਵੇਂ ਮੌਕੇ ਪੈਦਾ ਹੋ ਸਕਦੇ ਹਨ। ਪਰ ਇਸ ਦੇ ਨਾਲ ਹੀ ਇਹ ਧਿਆਨ ਰੱਖਣਾ ਵੀ ਜ਼ਰੂਰੀ ਹੈ ਕਿ ਦੇਸ਼ ਦੇ ਛੋਟੇ ਕਾਰੋਬਾਰੀਆਂ ਦੇ ਹਿਤ ਸੁਰੱਖਿਅਤ ਰਹਿਣ।	[16, 230, 86, 263]
bottom-col-2	[114, 662, 174, 1052]
article-left-col-1	[16, 158, 86, 648]
bottom-col-3	[182, 662, 242, 1052]
lead-email: pcarunkumarkirat@gmail.com	[586, 146, 632, 151]
bottom-mark-yellow-2	[400, 1079, 408, 1086]
bottom-left-body-a: ਪੰਜਾਬੀ ਸਾਹਿਤ ਦੇ ਖੇਤਰ ਵਿਚ ਉਨ੍ਹਾਂ ਦਾ ਯੋਗਦਾਨ ਵਿਸ਼ੇਸ਼ ਮਹੱਤਵ ਰੱਖਦਾ ਹੈ। ਉਨ੍ਹਾਂ ਦੀਆਂ ਰਚਨਾਵਾਂ ਵਿਚ ਆਮ ਆਦਮੀ ਦੀ ਜ਼ਿੰਦਗੀ ਦਾ ਸੱਚ ਸਾਫ਼ ਝਲਕਦਾ ਹੈ। ਉਨ੍ਹਾਂ ਦੀ ਭਾਸ਼ਾ ਸਰਲ ਪਰ ਡੂੰਘੀ ਹੈ।	[18, 718, 106, 733]
article-left-text-3: ਅੰਤ ਵਿਚ ਇਹ ਕਿਹਾ ਜਾ ਸਕਦਾ ਹੈ ਕਿ ਵਿਦੇਸ਼ੀ ਨਿਵੇਸ਼ ਇਕ ਸਾਧਨ ਹੈ, ਮੰਜ਼ਿਲ ਨਹੀਂ। ਇਸ ਦਾ ਲਾਭ ਤਾਂ ਹੀ ਹੈ ਜੇਕਰ ਇਹ ਦੇਸ਼ ਦੇ ਆਮ ਲੋਕਾਂ ਦੀ ਜ਼ਿੰਦਗੀ ਵਿਚ ਸੁਧਾਰ ਲਿਆਵੇ ਅਤੇ ਆਰਥਿਕ ਅਸਮਾਨਤਾ ਨੂੰ ਘਟਾਏ।	[168, 158, 238, 190]
book-ad-3-cover: ਰਸ਼ਮੀ ਕਥਾ	[470, 725, 530, 809]
social-col-6	[518, 422, 566, 644]
